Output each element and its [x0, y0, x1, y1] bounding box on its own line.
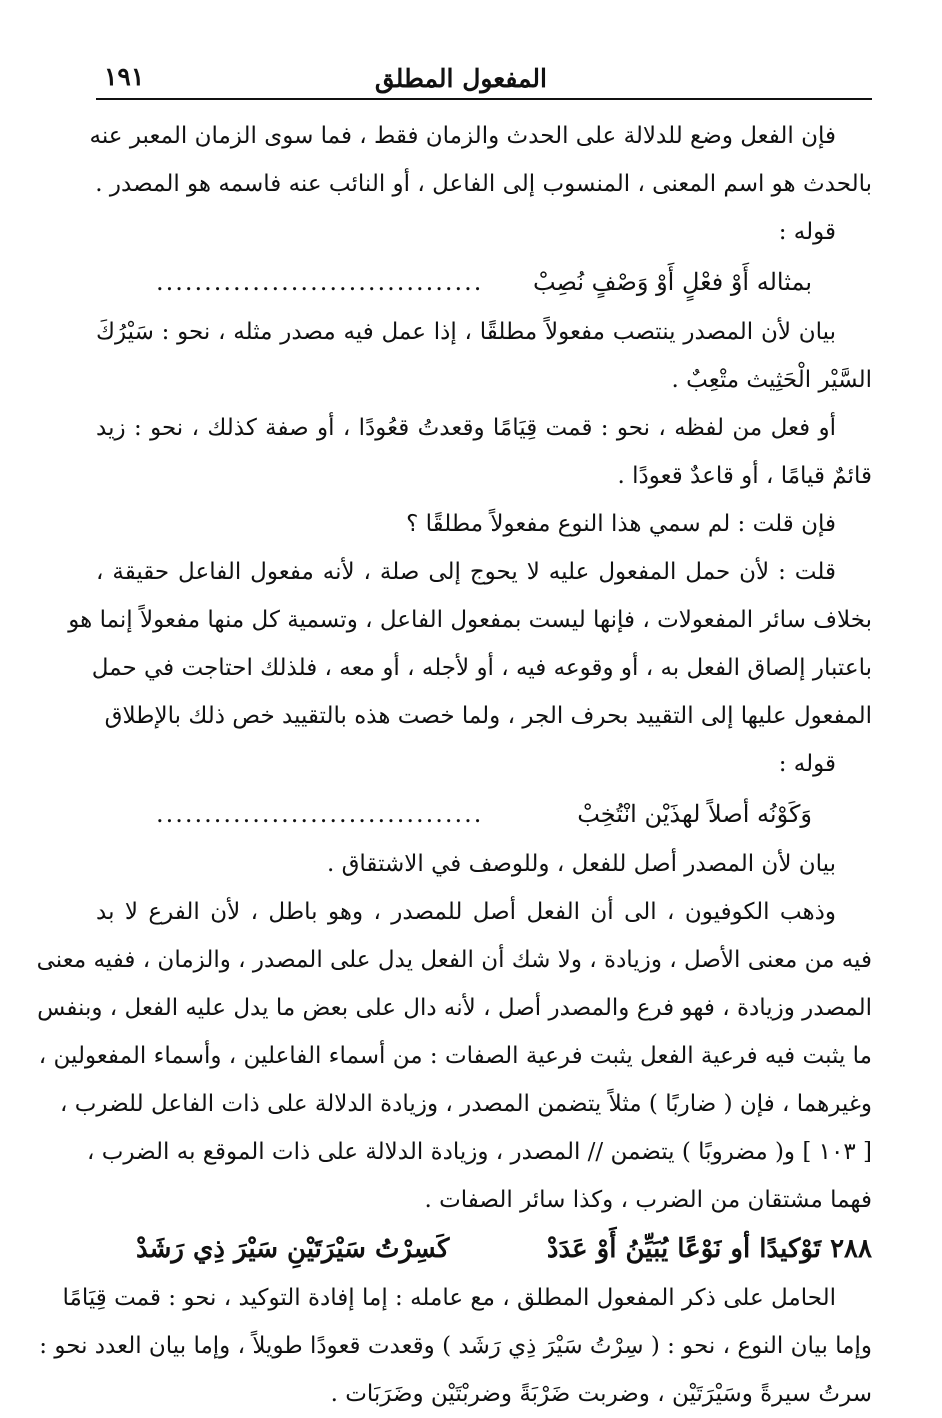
text-line: المصدر وزيادة ، فهو فرع والمصدر أصل ، لأنه دال على بعض ما يدل عليه الفعل ، وبنفس	[37, 995, 872, 1021]
text-line: فإن الفعل وضع للدلالة على الحدث والزمان فقط ، فما سوى الزمان المعبر عنه	[89, 123, 836, 149]
text-line: فإن قلت : لم سمي هذا النوع مفعولاً مطلقًا ؟	[406, 511, 836, 537]
text-line: وذهب الكوفيون ، الى أن الفعل أصل للمصدر ، وهو باطل ، لأن الفرع لا بد	[96, 899, 836, 925]
verse-line	[96, 256, 872, 308]
verse-hemistich: بمثاله أَوْ فعْلٍ أَوْ وَصْفٍ نُصِبْ	[532, 268, 812, 296]
text-line: سرتُ سيرةً وسَيْرَتَيْن ، وضربت ضَرْبَةً وضربْتَيْن وضَرَبَات .	[330, 1381, 872, 1407]
verse-first-hemistich	[547, 1224, 872, 1274]
text-line: الحامل على ذكر المفعول المطلق ، مع عامله : إما إفادة التوكيد ، نحو : قمت قِيَامًا	[62, 1285, 836, 1311]
text-line: بيان لأن المصدر أصل للفعل ، وللوصف في الاشتقاق .	[326, 851, 836, 877]
page-number: ١٩١	[104, 62, 145, 91]
text-line: بالحدث هو اسم المعنى ، المنسوب إلى الفاعل ، أو النائب عنه فاسمه هو المصدر .	[95, 171, 872, 197]
text-line: السَّيْر الْحَثِيث متْعِبٌ .	[671, 367, 872, 393]
verse-line	[96, 788, 872, 840]
text-line: فيه من معنى الأصل ، وزيادة ، ولا شك أن الفعل يدل على المصدر ، والزمان ، ففيه معنى	[36, 947, 872, 973]
main-verse	[96, 1224, 872, 1274]
text-line: [ ١٠٣ ] و( مضروبًا ) يتضمن // المصدر ، وزيادة الدلالة على ذات الموقع به الضرب ،	[87, 1139, 872, 1165]
verse-dots: ..................................	[156, 268, 484, 296]
chapter-title: المفعول المطلق	[374, 64, 547, 93]
text-line: أو فعل من لفظه ، نحو : قمت قِيَامًا وقعدتُ قعُودًا ، أو صفة كذلك ، نحو : زيد	[96, 415, 836, 441]
text-line: بخلاف سائر المفعولات ، فإنها ليست بمفعول الفاعل ، وتسمية كل منها مفعولاً إنما هو	[68, 607, 872, 633]
text-line: قلت : لأن حمل المفعول عليه لا يحوج إلى صلة ، لأنه مفعول الفاعل حقيقة ،	[96, 559, 836, 585]
verse-dots: ..................................	[156, 800, 484, 828]
verse-hemistich: وَكَوْنُه أصلاً لهذَيْن انْتُخِبْ	[577, 800, 812, 828]
text-line: باعتبار إلصاق الفعل به ، أو وقوعه فيه ، أو لأجله ، أو معه ، فلذلك احتاجت في حمل	[91, 655, 872, 681]
page-header	[96, 58, 872, 100]
verse-second-hemistich: كَسِرْتُ سَيْرَتَيْنِ سَيْرَ ذِي رَشَدْ	[136, 1234, 450, 1264]
verse-text: تَوْكيدًا أو نَوْعًا يُبَيِّنُ أَوْ عَدَدْ	[546, 1234, 822, 1264]
text-line: وإما بيان النوع ، نحو : ( سِرْتُ سَيْرَ ذِي رَشَد ) وقعدت قعودًا طويلاً ، وإما بيان العدد نحو :	[39, 1333, 872, 1359]
label-qawluh: قوله :	[778, 219, 836, 245]
text-line: بيان لأن المصدر ينتصب مفعولاً مطلقًا ، إذا عمل فيه مصدر مثله ، نحو : سَيْرُكَ	[96, 319, 836, 345]
text-line: فهما مشتقان من الضرب ، وكذا سائر الصفات .	[424, 1187, 872, 1213]
text-line: ما يثبت فيه فرعية الفعل يثبت فرعية الصفات : من أسماء الفاعلين ، وأسماء المفعولين ،	[38, 1043, 872, 1069]
text-line: المفعول عليها إلى التقييد بحرف الجر ، ولما خصت هذه بالتقييد خص ذلك بالإطلاق	[104, 703, 872, 729]
verse-number: ٢٨٨	[830, 1234, 872, 1264]
page-body	[36, 112, 872, 1418]
label-qawluh: قوله :	[778, 751, 836, 777]
text-line: وغيرهما ، فإن ( ضاربًا ) مثلاً يتضمن المصدر ، وزيادة الدلالة على ذات الفاعل للضرب ،	[60, 1091, 872, 1117]
text-line: قائمٌ قيامًا ، أو قاعدٌ قعودًا .	[617, 463, 872, 489]
